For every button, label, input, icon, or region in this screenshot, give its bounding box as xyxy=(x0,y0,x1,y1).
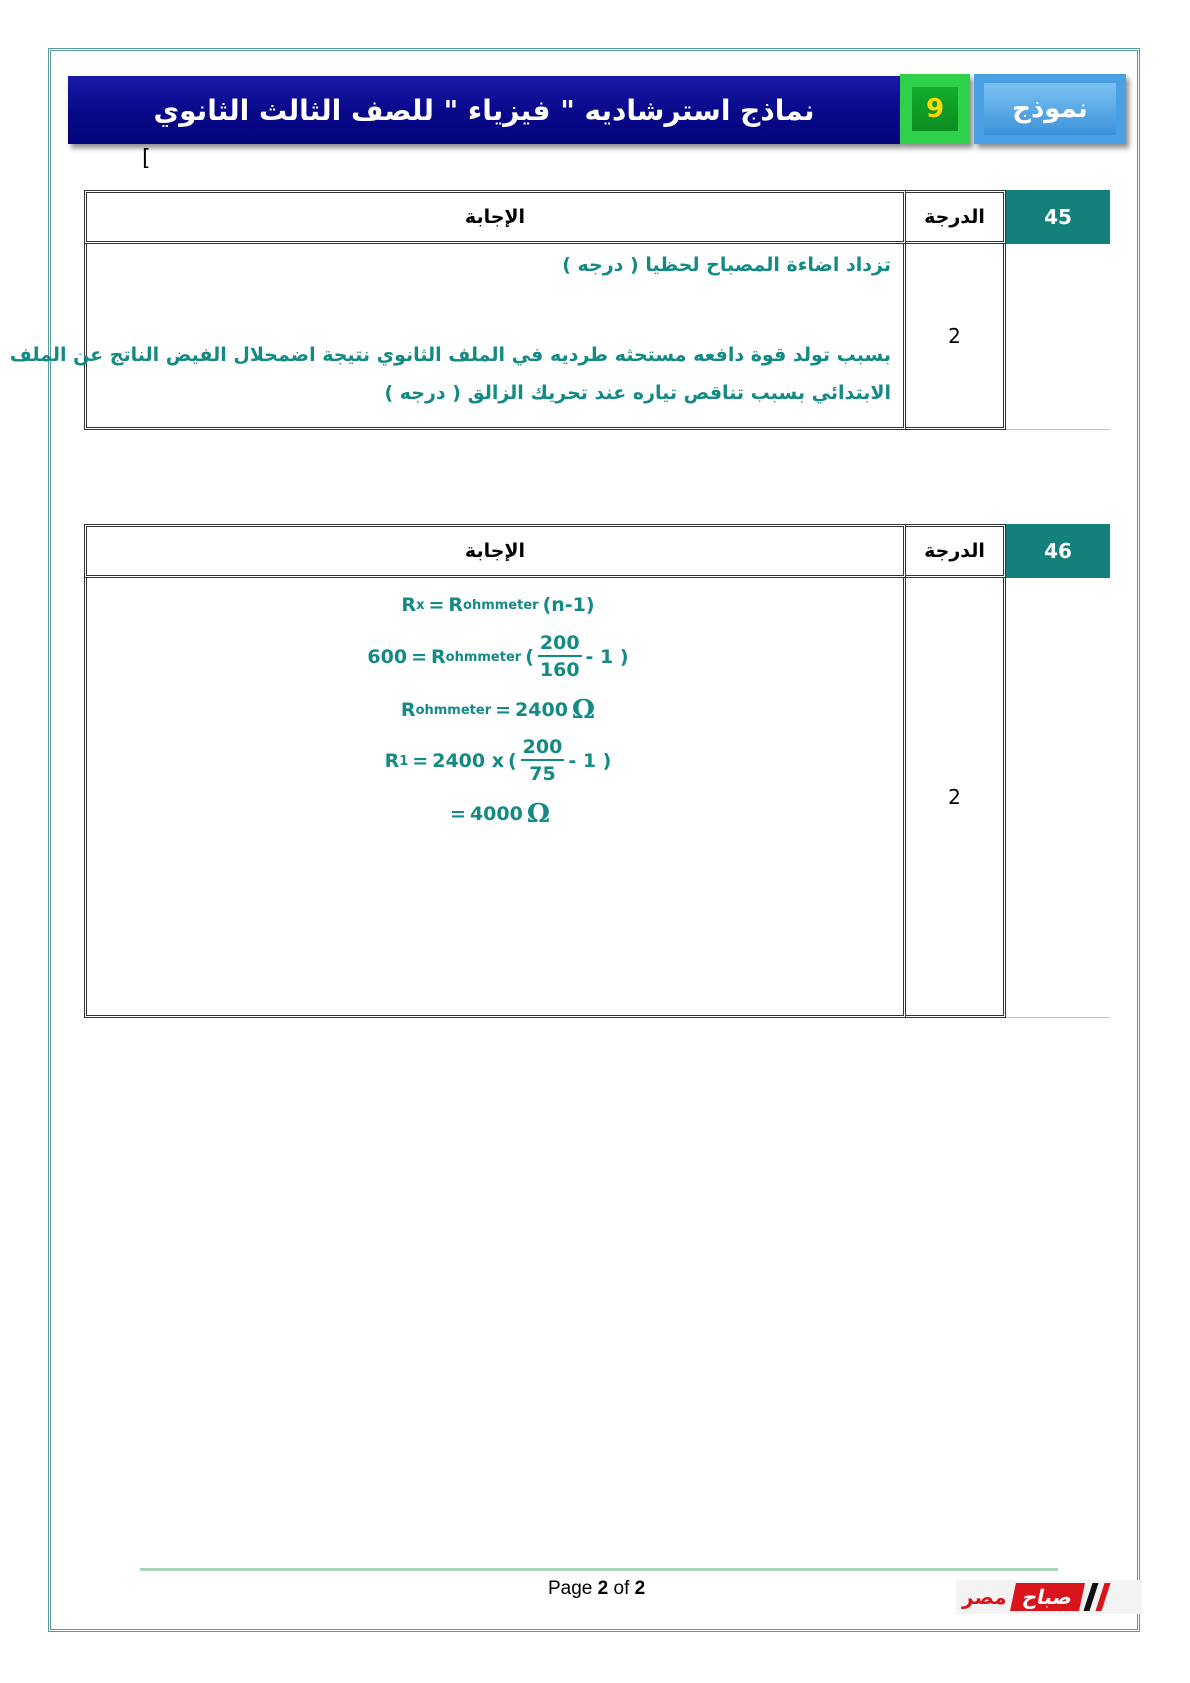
page-title: نماذج استرشاديه " فيزياء " للصف الثالث الثانوي xyxy=(153,93,815,127)
formula-line-4 xyxy=(87,732,909,790)
answer-cell xyxy=(84,578,906,1018)
divider xyxy=(1006,1017,1110,1018)
ohm-symbol: Ω xyxy=(526,799,550,829)
value: 2400 xyxy=(515,699,568,721)
model-label-box xyxy=(974,74,1126,144)
equals: = xyxy=(450,803,466,825)
page-current: 2 xyxy=(597,1578,609,1599)
expression: - 1 ) xyxy=(585,646,629,668)
expression: 2400 x xyxy=(432,750,504,772)
degree-value: 2 xyxy=(906,578,1006,1018)
numerator: 200 xyxy=(521,735,565,761)
model-number-box xyxy=(900,74,970,144)
expression: - 1 ) xyxy=(568,750,612,772)
fraction xyxy=(521,735,565,787)
paren: ( xyxy=(525,646,534,668)
model-number: 9 xyxy=(912,87,958,131)
value: 4000 xyxy=(469,803,523,825)
subscript: ohmmeter xyxy=(463,597,539,613)
symbol: R xyxy=(448,594,464,616)
symbol: R xyxy=(431,646,446,668)
answer-line: الابتدائي بسبب تناقص تياره عند تحريك الزالق ( درجه ) xyxy=(384,382,891,404)
ohm-symbol: Ω xyxy=(571,695,596,725)
formula-line-3 xyxy=(87,690,909,730)
logo-misr-text: مصر xyxy=(962,1585,1007,1609)
subscript: 1 xyxy=(399,753,409,769)
page-number xyxy=(548,1578,645,1600)
logo-slash-icon xyxy=(1095,1583,1110,1611)
answer-cell xyxy=(9,244,906,430)
question-45-table xyxy=(9,190,1110,430)
value: 600 xyxy=(367,646,408,668)
equals: = xyxy=(412,750,429,772)
paren: ( xyxy=(507,750,517,772)
page-of: of xyxy=(613,1578,630,1599)
page-prefix: Page xyxy=(548,1578,593,1599)
answer-line: تزداد اضاءة المصباح لحظيا ( درجه ) xyxy=(562,254,891,276)
equals: = xyxy=(428,594,445,616)
model-label: نموذج xyxy=(984,83,1116,135)
site-logo xyxy=(956,1580,1142,1614)
answer-header: الإجابة xyxy=(84,190,906,244)
equals: = xyxy=(495,699,512,721)
answer-header: الإجابة xyxy=(84,524,906,578)
symbol: R xyxy=(384,750,400,772)
denominator: 160 xyxy=(539,659,580,681)
fraction xyxy=(538,631,582,683)
numerator: 200 xyxy=(538,631,582,657)
equals: = xyxy=(411,646,427,668)
symbol: R xyxy=(401,594,417,616)
question-number: 45 xyxy=(1006,190,1110,244)
subscript: ohmmeter xyxy=(445,649,522,665)
formula-line-1 xyxy=(87,588,909,622)
question-46-table xyxy=(84,524,1110,1018)
page-total: 2 xyxy=(634,1578,646,1599)
formula-line-5 xyxy=(87,794,909,834)
divider xyxy=(1006,429,1110,430)
formula-line-2 xyxy=(87,628,909,686)
subscript: ohmmeter xyxy=(415,702,492,718)
degree-header: الدرجة xyxy=(906,524,1006,578)
degree-value: 2 xyxy=(906,244,1006,430)
degree-header: الدرجة xyxy=(906,190,1006,244)
stray-bracket: [ xyxy=(142,146,151,171)
page-title-banner xyxy=(68,76,900,144)
symbol: R xyxy=(400,699,416,721)
expression: (n-1) xyxy=(542,594,595,616)
subscript: x xyxy=(416,597,425,613)
denominator: 75 xyxy=(529,763,556,785)
footer-divider xyxy=(140,1568,1058,1571)
question-number: 46 xyxy=(1006,524,1110,578)
logo-sabah-text: صباح xyxy=(1010,1583,1085,1611)
answer-line: بسبب تولد قوة دافعه مستحثه طرديه في الملف الثانوي نتيجة اضمحلال الفيض الناتج عن الملف xyxy=(9,344,891,366)
